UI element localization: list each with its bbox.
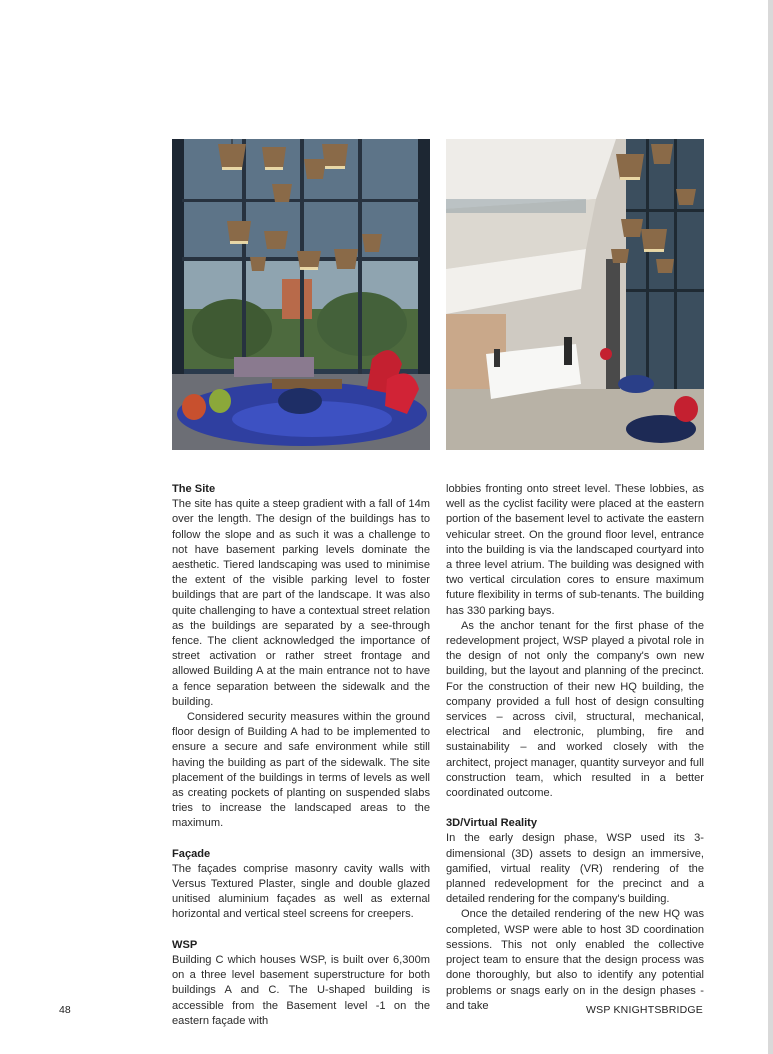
- spacer: [172, 923, 430, 938]
- site-paragraph-2: Considered security measures within the ground floor design of Building A had to be implemented to ensure a secure and safe environment while still having the building as part of the sidewalk. The site placement of the buildings in terms of levels as well as creating pockets of planting on suspended slabs tries to increase the landscaped areas to the maximum.: [172, 711, 430, 830]
- wsp-heading: WSP: [172, 938, 198, 951]
- page-edge-shadow: [768, 0, 773, 1054]
- lobby-photo-left: [172, 139, 430, 450]
- running-title: WSP KNIGHTSBRIDGE: [586, 1004, 703, 1016]
- site-heading: The Site: [172, 483, 216, 495]
- facade-paragraph: The façades comprise masonry cavity walls with Versus Textured Plaster, single and double glazed unitised aluminium façades as well as external horizontal and vertical steel screens for creepers.: [172, 862, 430, 921]
- spacer: [172, 832, 430, 847]
- facade-heading: Façade: [172, 847, 211, 860]
- lobbies-paragraph: lobbies fronting onto street level. These lobbies, as well as the cyclist facility were placed at the eastern portion of the basement level to activate the eastern vehicular street. On the ground floor level, entrance into the building is via the landscaped courtyard into a three level atrium. The building was designed with two vertical circulation cores to ensure maximum future flexibility in terms of sub-tenants. The building has 330 parking bays.: [446, 483, 704, 617]
- page-number: 48: [59, 1004, 71, 1016]
- site-paragraph-1: The site has quite a steep gradient with a fall of 14m over the length. The design of the buildings has to follow the slope and as such it was a challenge to not have basement parking levels dominate the aesthetic. Tiered landscaping was used to minimise the extent of the visible parking level to foster buildings that are part of the landscape. It was also quite challenging to have a contextual street relation as the buildings are separated by a see-through fence. The client acknowledged the importance of street activation or rather street frontage and allowed Building A at the main entrance not to have a fence separation between the sidewalk and the building.: [172, 498, 430, 708]
- anchor-tenant-paragraph: As the anchor tenant for the first phase of the redevelopment project, WSP played a pivotal role in the design of not only the company's own new building, but the layout and planning of the precinct. For the construction of their new HQ building, the company provided a full host of design consulting services – across civil, structural, mechanical, electrical and electronic, plumbing, fire and sustainability – and worked closely with the architect, project manager, quantity surveyor and full construction team, which resulted in a better coordinated outcome.: [446, 619, 704, 800]
- vr-paragraph-1: In the early design phase, WSP used its 3-dimensional (3D) assets to design an immersive, gamified, virtual reality (VR) rendering of the planned redevelopment for the precinct and a detailed rendering for the company's building.: [446, 832, 704, 906]
- atrium-photo-right: [446, 139, 704, 450]
- right-text-column: [446, 482, 704, 1014]
- vr-heading: 3D/Virtual Reality: [446, 817, 538, 830]
- left-text-column: [172, 482, 430, 1029]
- spacer: [446, 801, 704, 816]
- vr-paragraph-2: Once the detailed rendering of the new HQ was completed, WSP were able to host 3D coordination sessions. This not only enabled the collective project team to ensure that the design process was done thoroughly, but also to identify any potential problems or snags early on in the design phases - and take: [446, 908, 704, 1012]
- wsp-paragraph: Building C which houses WSP, is built over 6,300m on a three level basement superstructure for both buildings A and C. The U-shaped building is accessible from the Basement level -1 on the eastern façade with: [172, 953, 430, 1027]
